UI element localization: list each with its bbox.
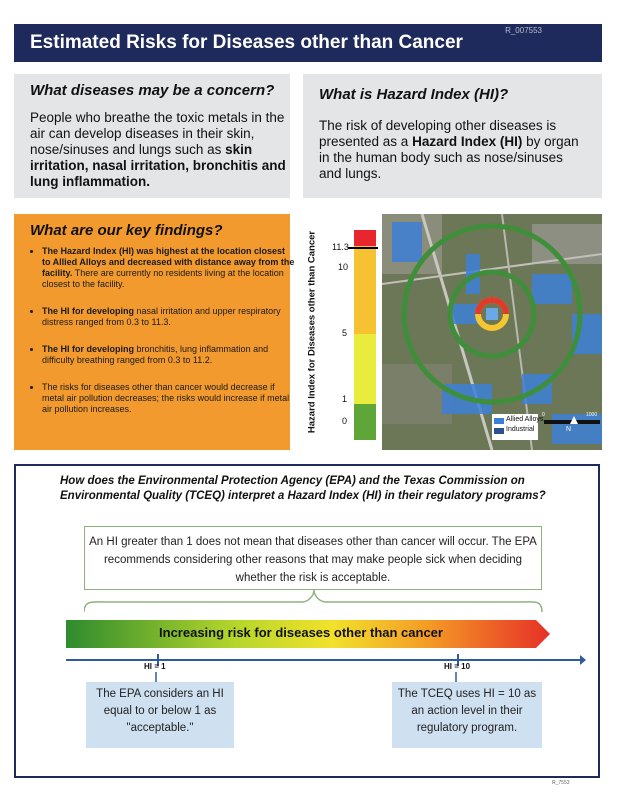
finding-plain: The risks for diseases other than cancer would decrease if metal air pollution decreases; the risks would increase if metal air pollution increases. — [42, 382, 290, 414]
hazard-color-scale — [326, 230, 378, 442]
legend-allied: Allied Alloys — [506, 416, 544, 423]
scale-band-orange — [354, 246, 376, 334]
scale-tick: 0 — [342, 416, 348, 426]
hi-body-plain2: by organ in the human body such as nose/sinuses and lungs. — [319, 134, 579, 181]
finding-item — [42, 246, 296, 290]
scale-tick: 1 — [342, 394, 348, 404]
finding-item — [42, 306, 296, 328]
key-findings-list — [28, 246, 296, 431]
hazard-index-title: What is Hazard Index (HI)? — [319, 86, 509, 103]
page-number: R_7553 — [552, 780, 570, 786]
epa-tceq-question: How does the Environmental Protection Agency (EPA) and the Texas Commission on Environmental Quality (TCEQ) interpret a Hazard Index (HI) in their regulatory programs? — [60, 475, 546, 502]
tceq-action-level-note: The TCEQ uses HI = 10 as an action level in their regulatory program. — [392, 682, 542, 748]
hazard-map-panel — [300, 214, 602, 450]
north-arrow-icon: N — [566, 426, 572, 433]
hi-1-tick-label: HI = 1 — [144, 662, 166, 671]
scale-band-yellow — [354, 334, 376, 404]
scale-tick: 5 — [342, 328, 348, 338]
hi-body-plain: The risk of developing other diseases is presented as a — [319, 118, 557, 149]
page-header — [14, 24, 602, 62]
hazard-scale-label — [305, 218, 319, 446]
key-findings-box — [14, 214, 295, 450]
scale-tick: 11.3 — [332, 242, 349, 252]
note-bracket — [84, 590, 544, 620]
finding-bold: The HI for developing — [42, 344, 135, 354]
finding-item — [42, 382, 296, 415]
scale-tick: 10 — [338, 262, 349, 272]
epa-acceptable-note: The EPA considers an HI equal to or below 1 as "acceptable." — [86, 682, 234, 748]
legend-industrial: Industrial — [506, 426, 535, 433]
aerial-map-graphic — [382, 214, 602, 450]
hazard-index-body — [319, 118, 587, 182]
scale-band-green — [354, 404, 376, 440]
diseases-concern-title: What diseases may be a concern? — [30, 82, 275, 99]
map-scale-start: 0 — [542, 412, 545, 418]
diseases-body-bold: skin irritation, nasal irritation, bronchitis and lung inflammation. — [30, 142, 286, 189]
map-scale-end: 1000 — [586, 412, 598, 418]
key-findings-title: What are our key findings? — [30, 222, 223, 239]
page-title: Estimated Risks for Diseases other than Cancer — [30, 32, 463, 53]
hazard-index-box — [303, 74, 602, 198]
risk-gradient-label: Increasing risk for diseases other than cancer — [159, 625, 443, 640]
finding-plain: nasal irritation and upper respiratory distress ranged from 0.3 to 11.3. — [42, 306, 281, 327]
hazard-scale-label-text: Hazard Index for Diseases other than Cancer — [306, 230, 318, 434]
scale-band-red — [354, 230, 376, 246]
hi-10-tick-label: HI = 10 — [444, 662, 471, 671]
hi-body-bold: Hazard Index (HI) — [412, 134, 523, 149]
finding-plain: bronchitis, lung inflammation and difficulty breathing ranged from 0.3 to 11.2. — [42, 344, 269, 365]
diseases-body-plain: People who breathe the toxic metals in the air can develop diseases in their skin, nose/sinuses and lungs such as — [30, 110, 285, 157]
finding-item — [42, 344, 296, 366]
document-id: R_007553 — [505, 26, 542, 35]
epa-tceq-section — [14, 464, 600, 778]
finding-bold: The HI for developing — [42, 306, 135, 316]
diseases-concern-body — [30, 110, 290, 190]
finding-bold: The Hazard Index (HI) was highest at the location closest to Allied Alloys and decreased with distance away from the facility. — [42, 246, 295, 278]
diseases-concern-box — [14, 74, 290, 198]
hi-interpretation-note: An HI greater than 1 does not mean that diseases other than cancer will occur. The EPA recommends considering other reasons that may make people sick when deciding whether the risk is acceptable. — [84, 526, 542, 590]
aerial-map[interactable] — [382, 214, 602, 450]
finding-plain: There are currently no residents living at the location closest to the facility. — [42, 268, 284, 289]
